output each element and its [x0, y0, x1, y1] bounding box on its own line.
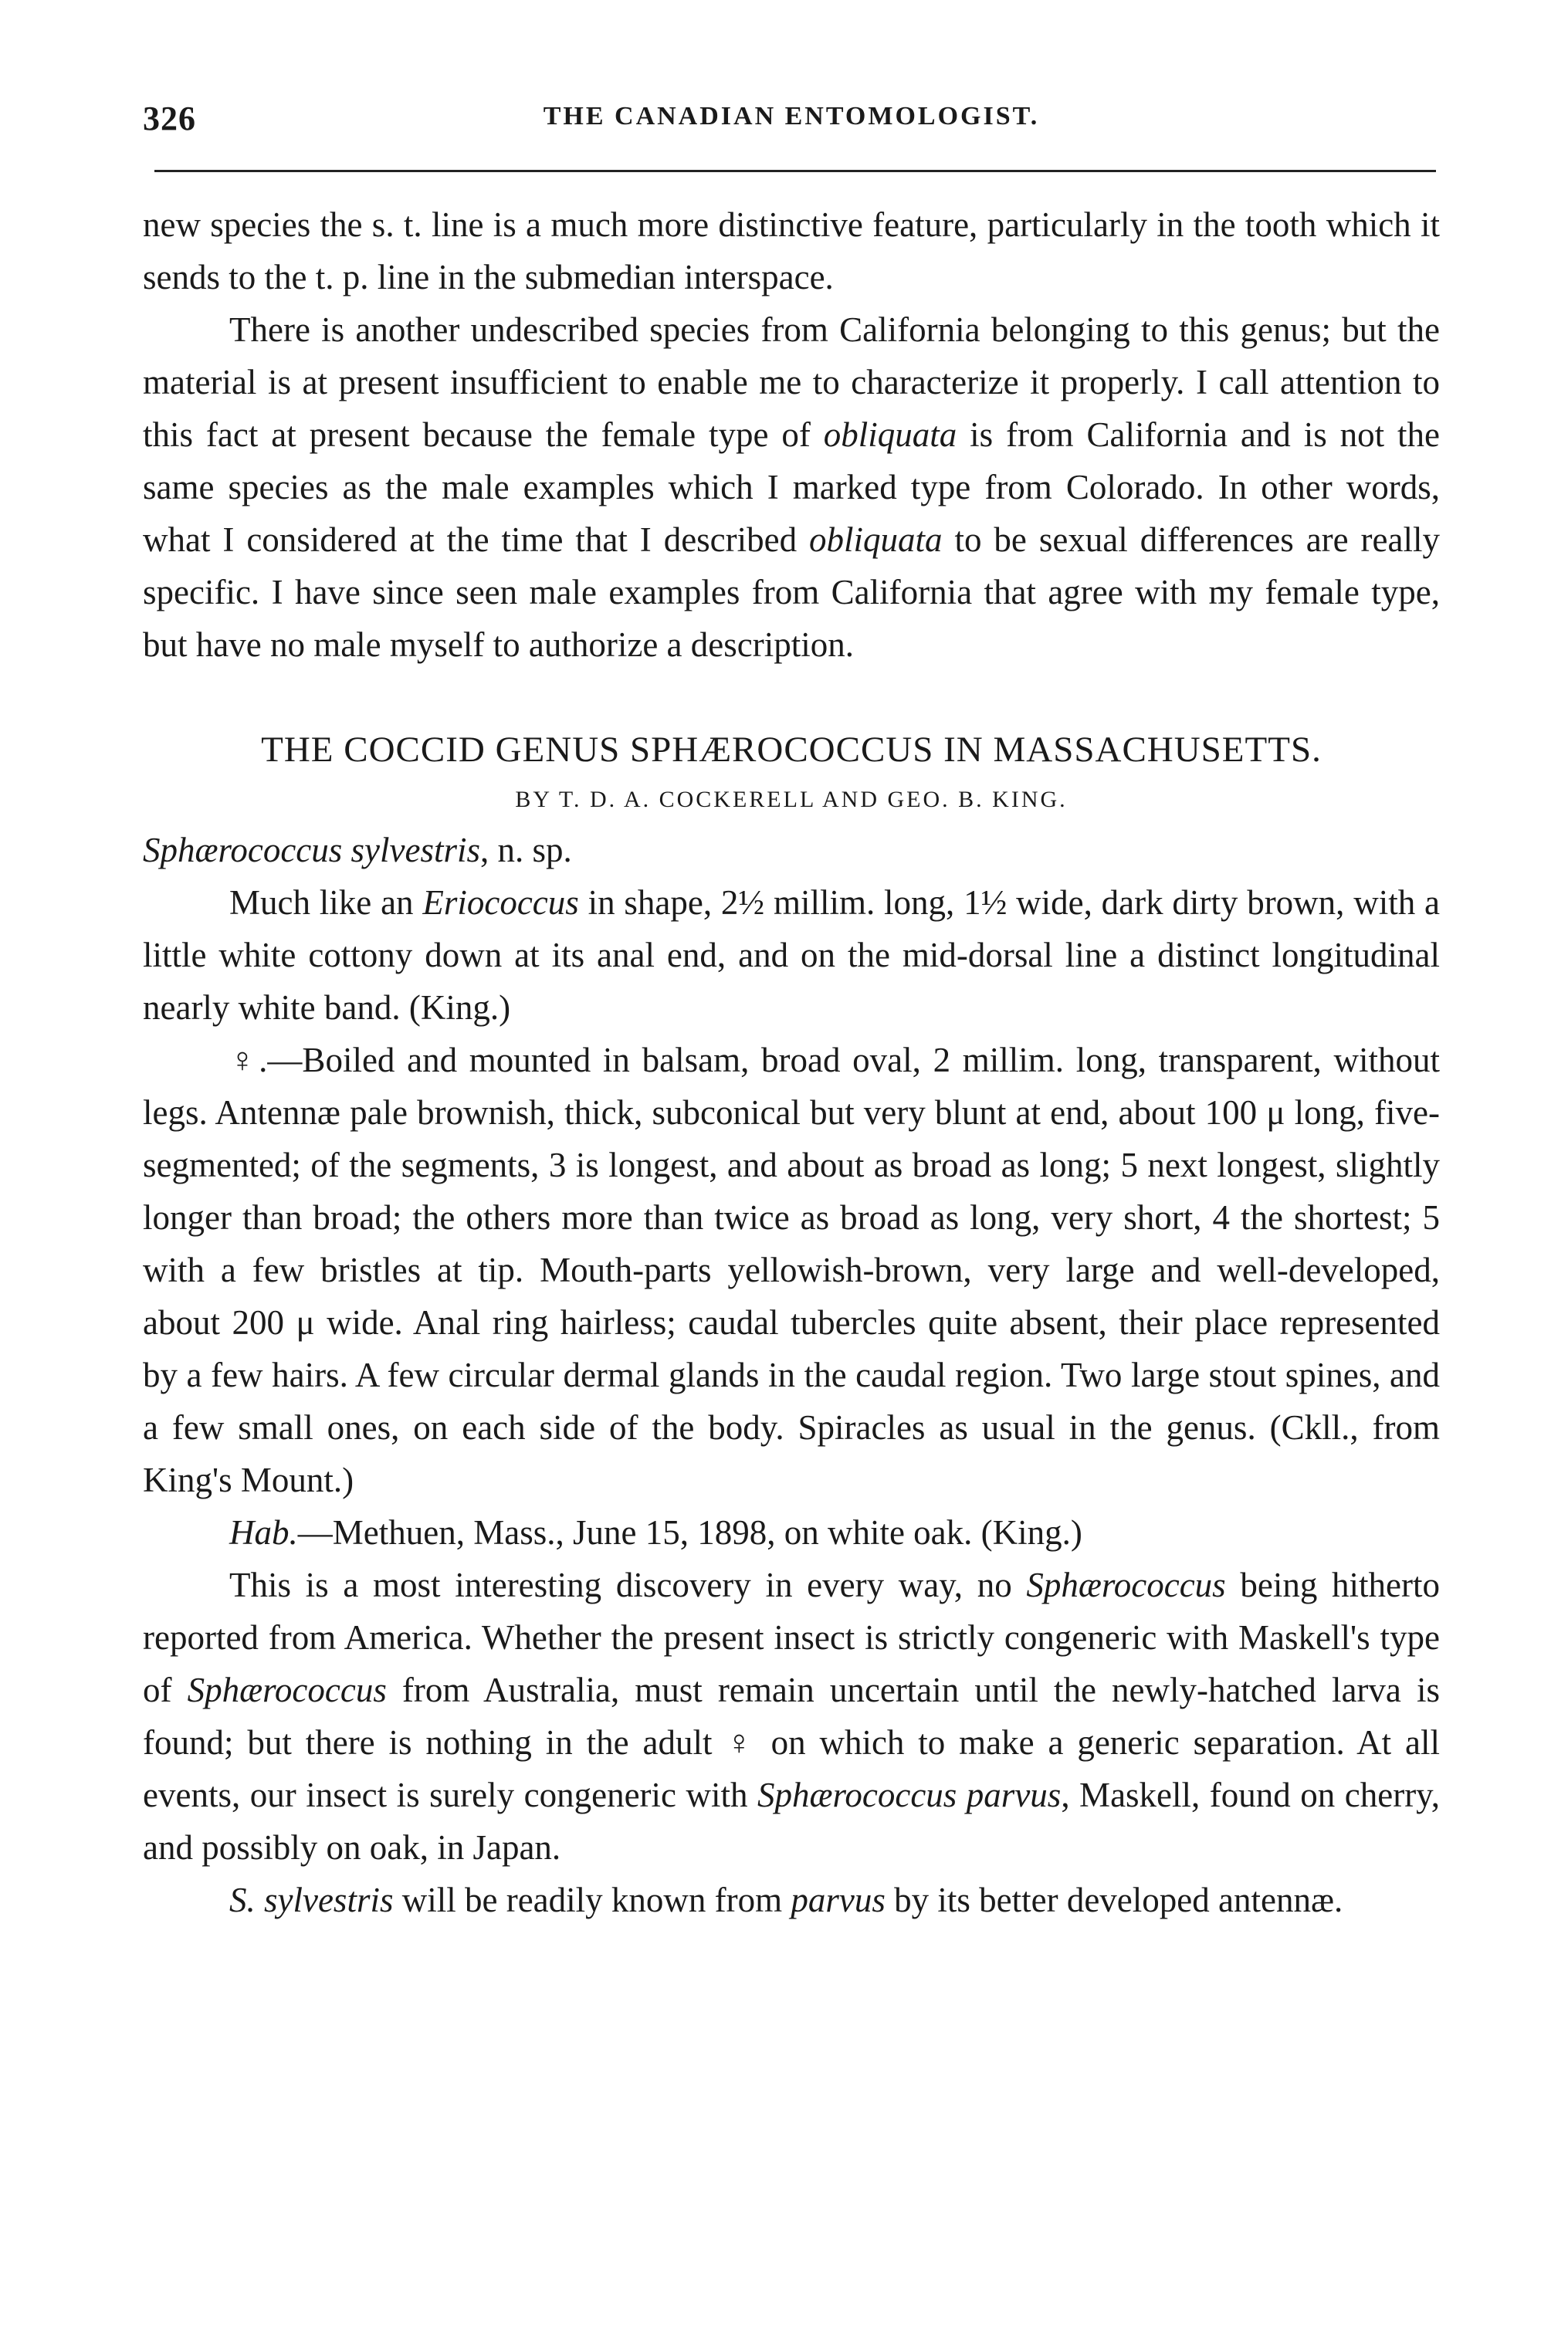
article-byline: BY T. D. A. COCKERELL AND GEO. B. KING.	[515, 787, 1068, 812]
page-header	[143, 93, 1440, 154]
page	[143, 93, 1440, 1926]
page-number: 326	[143, 100, 196, 137]
female-description-paragraph: ♀.—Boiled and mounted in balsam, broad oval, 2 millim. long, transparent, without legs. Antennæ pale brownish, thick, subconical but very blunt at end, about 100 μ long, five-segmented; of the segments, 3 is longest, and about as broad as long; 5 next longest, slightly longer than broad; the others more than twice as broad as long, very short, 4 the shortest; 5 with a few bristles at tip. Mouth-parts yellowish-brown, very large and well-developed, about 200 μ wide. Anal ring hairless; caudal tubercles quite absent, their place represented by a few hairs. A few circular dermal glands in the caudal region. Two large stout spines, and a few small ones, on each side of the body. Spiracles as usual in the genus. (Ckll., from King's Mount.)	[143, 1041, 1440, 1499]
header-rule	[154, 170, 1436, 172]
undescribed-species-paragraph: There is another undescribed species from California belonging to this genus; but the material is at present insufficient to enable me to characterize it properly. I call attention to this fact at present because the female type of obliquata is from California and is not the same species as the male examples which I marked type from Colorado. In other words, what I considered at the time that I described obliquata to be sexual differences are really specific. I have since seen male examples from California that agree with my female type, but have no male myself to authorize a description.	[143, 310, 1440, 664]
closing-paragraph: S. sylvestris will be readily known from parvus by its better developed antennæ.	[229, 1881, 1343, 1919]
species-heading: Sphærococcus sylvestris, n. sp.	[143, 831, 572, 869]
continuation-paragraph: new species the s. t. line is a much more distinctive feature, particularly in the tooth which it sends to the t. p. line in the submedian interspace.	[143, 205, 1440, 296]
discussion-paragraph: This is a most interesting discovery in every way, no Sphærococcus being hitherto reported from America. Whether the present insect is strictly congeneric with Maskell's type of Sphærococcus from Australia, must remain uncertain until the newly-hatched larva is found; but there is nothing in the adult ♀ on which to make a generic separation. At all events, our insect is surely congeneric with Sphærococcus parvus, Maskell, found on cherry, and possibly on oak, in Japan.	[143, 1566, 1441, 1867]
running-title: THE CANADIAN ENTOMOLOGIST.	[543, 102, 1040, 130]
description-paragraph: Much like an Eriococcus in shape, 2½ millim. long, 1½ wide, dark dirty brown, with a little white cottony down at its anal end, and on the mid-dorsal line a distinct longitudinal nearly white band. (King.)	[143, 883, 1441, 1027]
article-title: THE COCCID GENUS SPHÆROCOCCUS IN MASSACHUSETTS.	[261, 730, 1322, 770]
habitat-paragraph: Hab.—Methuen, Mass., June 15, 1898, on white oak. (King.)	[229, 1513, 1082, 1552]
